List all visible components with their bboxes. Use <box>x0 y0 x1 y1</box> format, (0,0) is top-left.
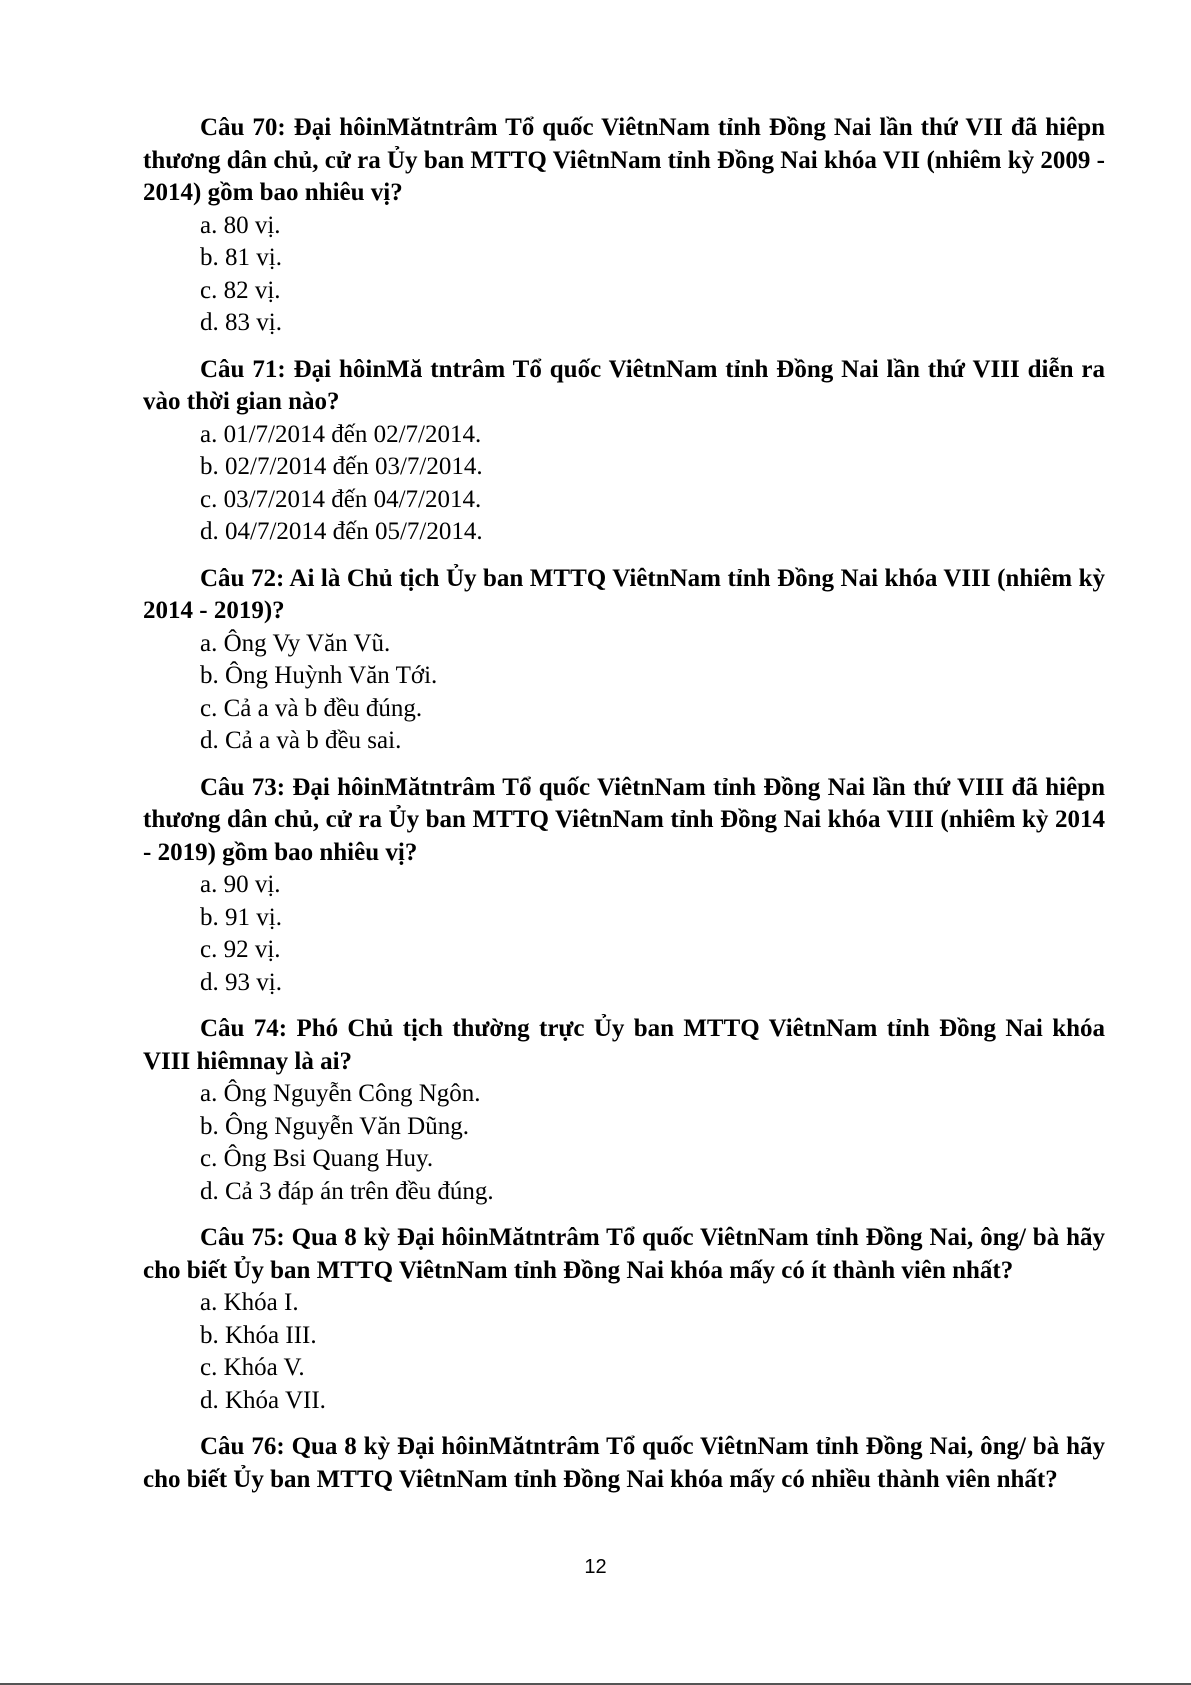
question-label: Câu 72: <box>200 564 285 592</box>
answer-option: b. 81 vị. <box>200 244 282 271</box>
answer-options <box>143 419 1105 549</box>
question-label: Câu 74: <box>200 1015 288 1042</box>
page-number: 12 <box>584 1556 607 1578</box>
question-title <box>143 772 1105 870</box>
question-label: Câu 75: <box>200 1224 285 1251</box>
question-text: Qua 8 kỳ Đại hôinMătntrâm Tổ quốc ViêtnNam tỉnh Đồng Nai, ông/ bà hãy cho biết Ủy ban MTTQ ViêtnNam tỉnh Đồng Nai khóa mấy có nhiều thành viên nhất? <box>143 1433 1105 1493</box>
question <box>143 112 1105 340</box>
question <box>143 1222 1105 1417</box>
answer-option: c. 92 vị. <box>200 936 281 963</box>
document-body <box>143 112 1105 1510</box>
question-title <box>143 1222 1105 1287</box>
question-title <box>143 1431 1105 1496</box>
question <box>143 354 1105 549</box>
question-title <box>143 1013 1105 1078</box>
question-text: Đại hôinMătntrâm Tổ quốc ViêtnNam tỉnh Đồng Nai lần thứ VIII đã hiêpn thương dân chủ, cử ra Ủy ban MTTQ ViêtnNam tỉnh Đồng Nai khóa VIII (nhiêm kỳ 2014 - 2019) gồm bao nhiêu vị? <box>143 773 1105 866</box>
answer-option: c. 03/7/2014 đến 04/7/2014. <box>200 485 482 513</box>
question-label: Câu 70: <box>200 114 286 141</box>
question-title <box>143 354 1105 419</box>
answer-option: c. Cả a và b đều đúng. <box>200 694 423 722</box>
answer-option: d. Khóa VII. <box>200 1386 326 1414</box>
answer-option: c. Ông Bsi Quang Huy. <box>200 1145 434 1172</box>
answer-option: a. 01/7/2014 đến 02/7/2014. <box>200 420 482 448</box>
question-label: Câu 76: <box>200 1433 285 1460</box>
answer-option: b. 91 vị. <box>200 903 282 931</box>
answer-option: d. 93 vị. <box>200 968 282 996</box>
question-label: Câu 73: <box>200 773 286 801</box>
answer-option: a. Ông Nguyễn Công Ngôn. <box>200 1080 481 1107</box>
answer-options <box>143 869 1105 999</box>
question <box>143 563 1105 758</box>
answer-option: d. Cả a và b đều sai. <box>200 727 402 754</box>
question <box>143 1013 1105 1208</box>
question-text: Đại hôinMătntrâm Tổ quốc ViêtnNam tỉnh Đồng Nai lần thứ VII đã hiêpn thương dân chủ, cử ra Ủy ban MTTQ ViêtnNam tỉnh Đồng Nai khóa VII (nhiêm kỳ 2009 - 2014) gồm bao nhiêu vị? <box>143 114 1106 206</box>
question <box>143 772 1105 1000</box>
answer-option: c. Khóa V. <box>200 1354 305 1381</box>
answer-option: d. 83 vị. <box>200 309 282 336</box>
answer-option: b. 02/7/2014 đến 03/7/2014. <box>200 453 483 480</box>
answer-options <box>143 210 1105 340</box>
question-text: Đại hôinMă tntrâm Tổ quốc ViêtnNam tỉnh Đồng Nai lần thứ VIII diễn ra vào thời gian nào? <box>143 355 1105 415</box>
question-title <box>143 112 1105 210</box>
question-text: Qua 8 kỳ Đại hôinMătntrâm Tổ quốc ViêtnNam tỉnh Đồng Nai, ông/ bà hãy cho biết Ủy ban MTTQ ViêtnNam tỉnh Đồng Nai khóa mấy có ít thành viên nhất? <box>143 1224 1105 1284</box>
answer-options <box>143 628 1105 758</box>
answer-option: b. Ông Nguyễn Văn Dũng. <box>200 1112 469 1140</box>
answer-option: a. Khóa I. <box>200 1289 299 1316</box>
question-text: Phó Chủ tịch thường trực Ủy ban MTTQ ViêtnNam tỉnh Đồng Nai khóa VIII hiêmnay là ai? <box>143 1015 1105 1075</box>
answer-option: c. 82 vị. <box>200 276 281 304</box>
question-title <box>143 563 1105 628</box>
answer-option: b. Khóa III. <box>200 1321 317 1349</box>
question-text: Ai là Chủ tịch Ủy ban MTTQ ViêtnNam tỉnh Đồng Nai khóa VIII (nhiêm kỳ 2014 - 2019)? <box>143 564 1105 624</box>
answer-option: a. 80 vị. <box>200 211 281 239</box>
question <box>143 1431 1105 1496</box>
answer-option: a. Ông Vy Văn Vũ. <box>200 629 391 657</box>
answer-options <box>143 1078 1105 1208</box>
question-label: Câu 71: <box>200 355 286 383</box>
answer-option: d. Cả 3 đáp án trên đều đúng. <box>200 1177 494 1205</box>
answer-options <box>143 1287 1105 1417</box>
answer-option: a. 90 vị. <box>200 871 281 898</box>
answer-option: d. 04/7/2014 đến 05/7/2014. <box>200 518 483 545</box>
answer-option: b. Ông Huỳnh Văn Tới. <box>200 662 438 689</box>
